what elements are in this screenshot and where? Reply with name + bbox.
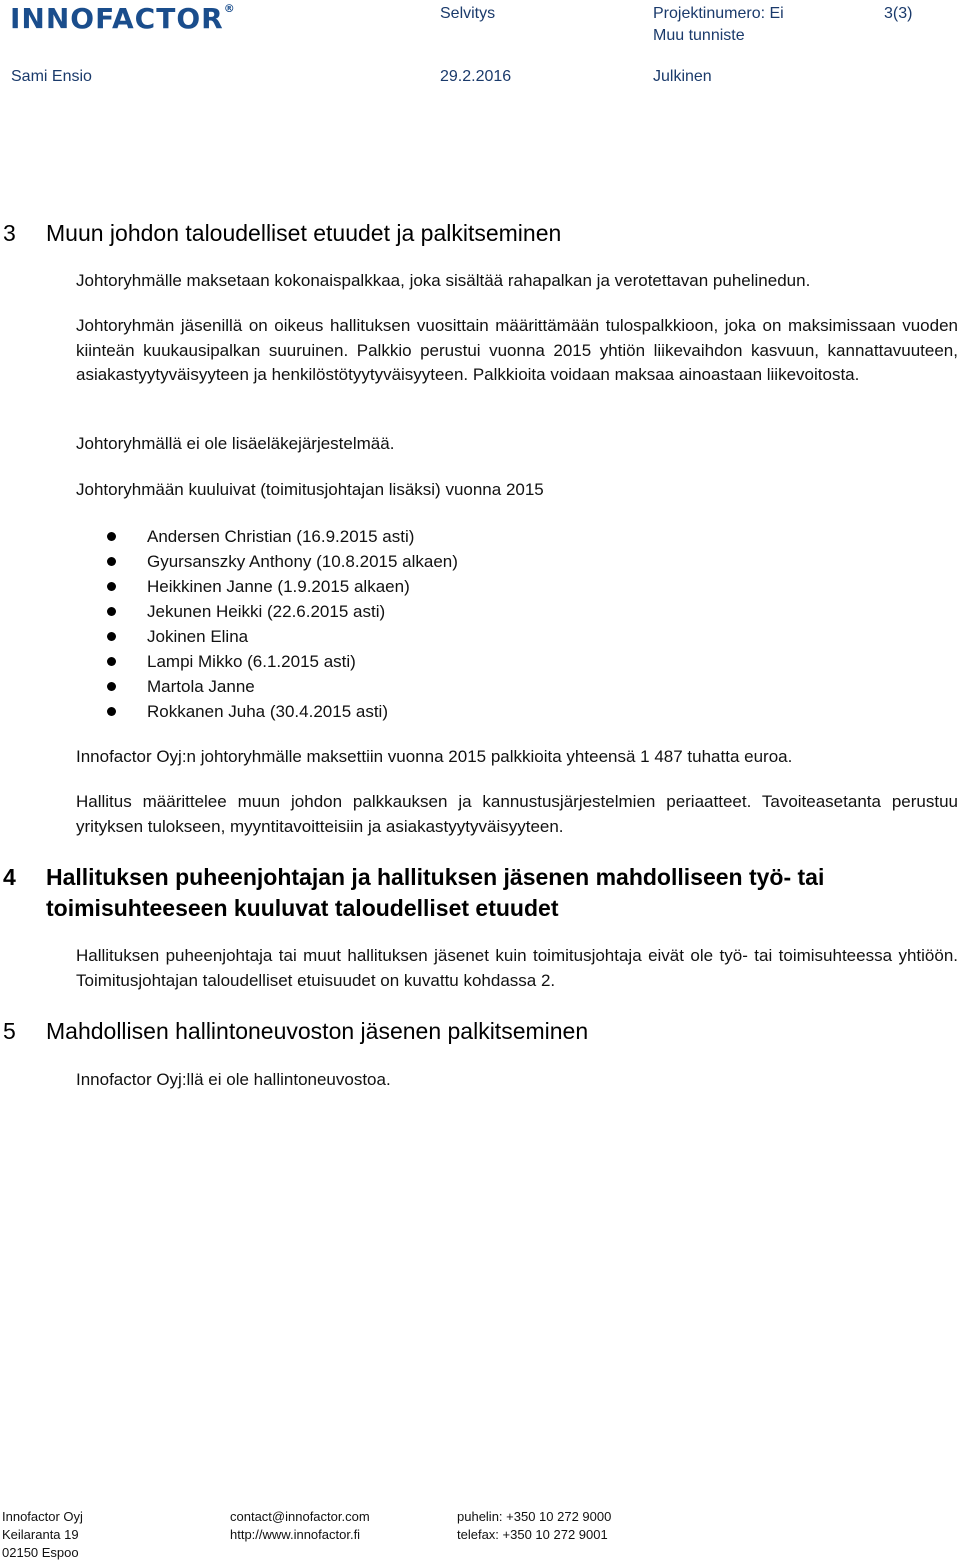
bullet-icon [107,682,116,691]
section-3-paragraph-2: Johtoryhmän jäsenillä on oikeus hallituksen vuosittain määrittämään tulospalkkioon, joka on maksimissaan vuoden kiinteän kuukausipalkan suuruinen. Palkkio perustui vuonna 2015 yhtiön liikevaihdon kasvuun, kannattavuuteen, asiakastyytyväisyyteen ja henkilöstötyytyväisyyteen. Palkkioita voidaan maksaa ainoastaan liikevoitosta. [76,316,958,384]
logo-text: INNOFACTOR [10,2,224,35]
footer-postal: 02150 Espoo [2,1545,79,1560]
doc-type: Selvitys [440,5,496,22]
page-number: 3(3) [884,5,913,22]
section-3-paragraph-4: Johtoryhmään kuuluivat (toimitusjohtajan lisäksi) vuonna 2015 [76,480,544,499]
list-item [147,649,458,674]
logo-registered-mark: ® [223,2,236,15]
list-item [147,599,458,624]
footer-phone: puhelin: +350 10 272 9000 [457,1509,612,1524]
list-item-text: Heikkinen Janne (1.9.2015 alkaen) [147,577,410,596]
list-item [147,699,458,724]
section-5-title: Mahdollisen hallintoneuvoston jäsenen palkitseminen [46,1018,589,1044]
list-item-text: Rokkanen Juha (30.4.2015 asti) [147,702,388,721]
list-item-text: Andersen Christian (16.9.2015 asti) [147,527,415,546]
bullet-icon [107,582,116,591]
footer-web: http://www.innofactor.fi [230,1527,361,1542]
bullet-icon [107,532,116,541]
section-3-paragraph-3: Johtoryhmällä ei ole lisäeläkejärjestelmää. [76,434,395,453]
other-identifier: Muu tunniste [653,27,745,44]
list-item [147,524,458,549]
section-3-title: Muun johdon taloudelliset etuudet ja palkitseminen [46,220,562,246]
section-4-number: 4 [3,864,16,890]
footer-email: contact@innofactor.com [230,1509,370,1524]
list-item [147,549,458,574]
section-5-number: 5 [3,1018,16,1044]
list-item [147,574,458,599]
footer-fax: telefax: +350 10 272 9001 [457,1527,608,1542]
list-item-text: Jokinen Elina [147,627,249,646]
list-item-text: Jekunen Heikki (22.6.2015 asti) [147,602,386,621]
project-number: Projektinumero: Ei [653,5,784,22]
bullet-icon [107,657,116,666]
section-3-paragraph-1: Johtoryhmälle maksetaan kokonaispalkkaa, joka sisältää rahapalkan ja verotettavan puhelinedun. [76,271,811,290]
bullet-icon [107,632,116,641]
management-team-list [147,524,458,724]
section-5-paragraph-1: Innofactor Oyj:llä ei ole hallintoneuvostoa. [76,1070,391,1089]
bullet-icon [107,557,116,566]
section-4-title-line-1: Hallituksen puheenjohtajan ja hallituksen jäsenen mahdolliseen työ- tai [46,864,825,890]
bullet-icon [107,607,116,616]
section-4-title-line-2: toimisuhteeseen kuuluvat taloudelliset etuudet [46,895,559,921]
list-item-text: Gyursanszky Anthony (10.8.2015 alkaen) [147,552,458,571]
document-date: 29.2.2016 [440,68,512,85]
list-item-text: Lampi Mikko (6.1.2015 asti) [147,652,356,671]
section-4-paragraph-1: Hallituksen puheenjohtaja tai muut hallituksen jäsenet kuin toimitusjohtaja eivät ole työ- tai toimisuhteessa yhtiöön. Toimitusjohtajan taloudelliset etuisuudet on kuvattu kohdassa 2. [76,946,958,990]
section-3-paragraph-5: Innofactor Oyj:n johtoryhmälle maksettiin vuonna 2015 palkkioita yhteensä 1 487 tuhatta euroa. [76,747,793,766]
author: Sami Ensio [11,68,92,85]
list-item [147,674,458,699]
innofactor-logo [10,2,236,35]
list-item-text: Martola Janne [147,677,255,696]
section-3-paragraph-6: Hallitus määrittelee muun johdon palkkauksen ja kannustusjärjestelmien periaatteet. Tavoiteasetanta perustuu yrityksen tulokseen, myyntitavoitteisiin ja asiakastyytyväisyyteen. [76,792,958,836]
list-item [147,624,458,649]
classification: Julkinen [653,68,712,85]
footer-street: Keilaranta 19 [2,1527,79,1542]
bullet-icon [107,707,116,716]
footer-company: Innofactor Oyj [2,1509,83,1524]
section-3-number: 3 [3,220,16,246]
